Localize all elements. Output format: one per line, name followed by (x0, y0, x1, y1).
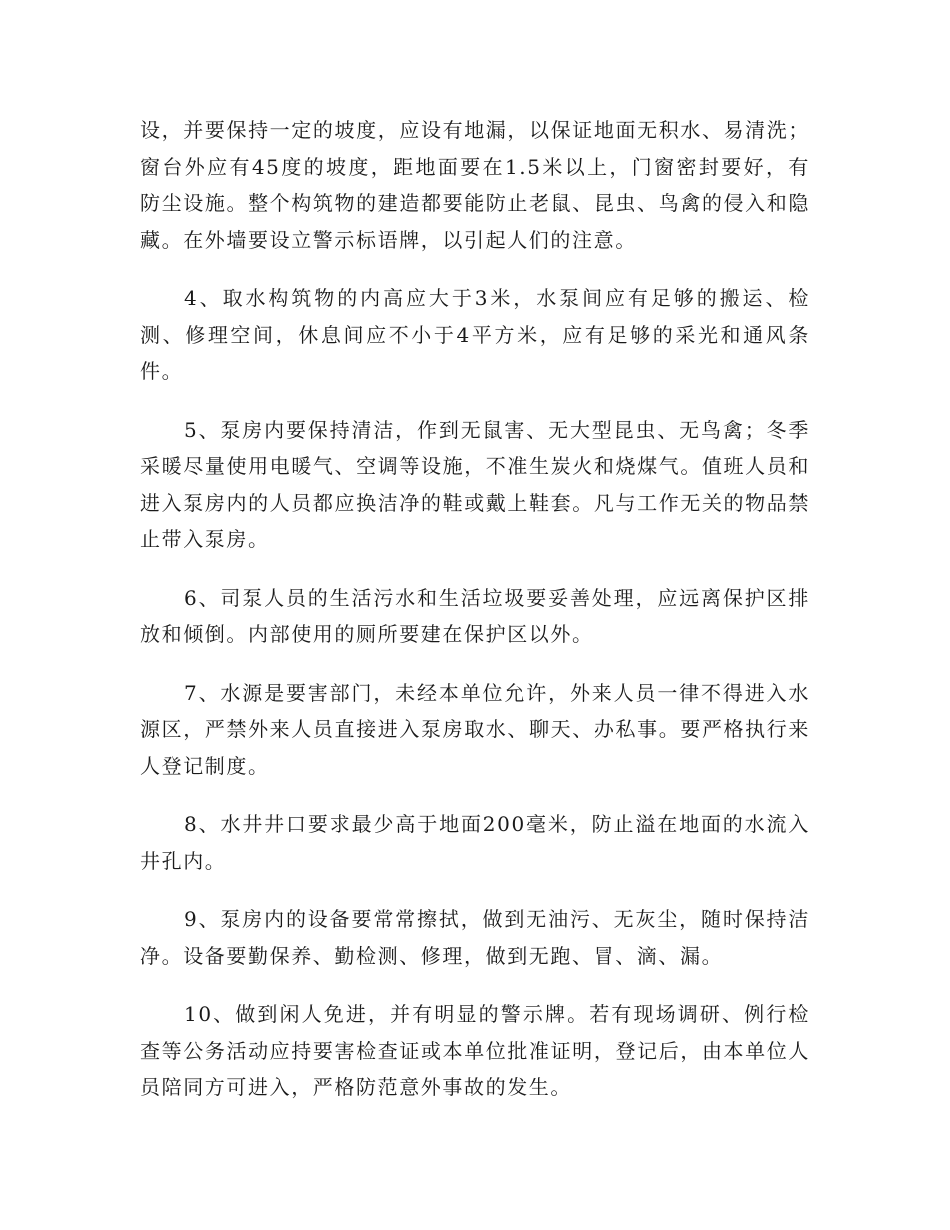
document-body (140, 112, 810, 1128)
paragraph-item-8: 8、水井井口要求最少高于地面200毫米，防止溢在地面的水流入井孔内。 (140, 812, 810, 873)
paragraph-item-5: 5、泵房内要保持清洁，作到无鼠害、无大型昆虫、无鸟禽；冬季采暖尽量使用电暖气、空调等设施，不准生炭火和烧煤气。值班人员和进入泵房内的人员都应换洁净的鞋或戴上鞋套。凡与工作无关的物品禁止带入泵房。 (140, 417, 810, 551)
paragraph-item-4: 4、取水构筑物的内高应大于3米，水泵间应有足够的搬运、检测、修理空间，休息间应不小于4平方米，应有足够的采光和通风条件。 (140, 286, 810, 383)
paragraph-item-6: 6、司泵人员的生活污水和生活垃圾要妥善处理，应远离保护区排放和倾倒。内部使用的厕所要建在保护区以外。 (140, 585, 810, 646)
paragraph-item-9: 9、泵房内的设备要常常擦拭，做到无油污、无灰尘，随时保持洁净。设备要勤保养、勤检测、修理，做到无跑、冒、滴、漏。 (140, 907, 810, 968)
paragraph-item-7: 7、水源是要害部门，未经本单位允许，外来人员一律不得进入水源区，严禁外来人员直接进入泵房取水、聊天、办私事。要严格执行来人登记制度。 (140, 680, 810, 778)
paragraph-item-10: 10、做到闲人免进，并有明显的警示牌。若有现场调研、例行检查等公务活动应持要害检查证或本单位批准证明，登记后，由本单位人员陪同方可进入，严格防范意外事故的发生。 (140, 1002, 810, 1099)
paragraph-continuation: 设，并要保持一定的坡度，应设有地漏，以保证地面无积水、易清洗；窗台外应有45度的坡度，距地面要在1.5米以上，门窗密封要好，有防尘设施。整个构筑物的建造都要能防止老鼠、昆虫、鸟禽的侵入和隐藏。在外墙要设立警示标语牌，以引起人们的注意。 (140, 118, 810, 252)
